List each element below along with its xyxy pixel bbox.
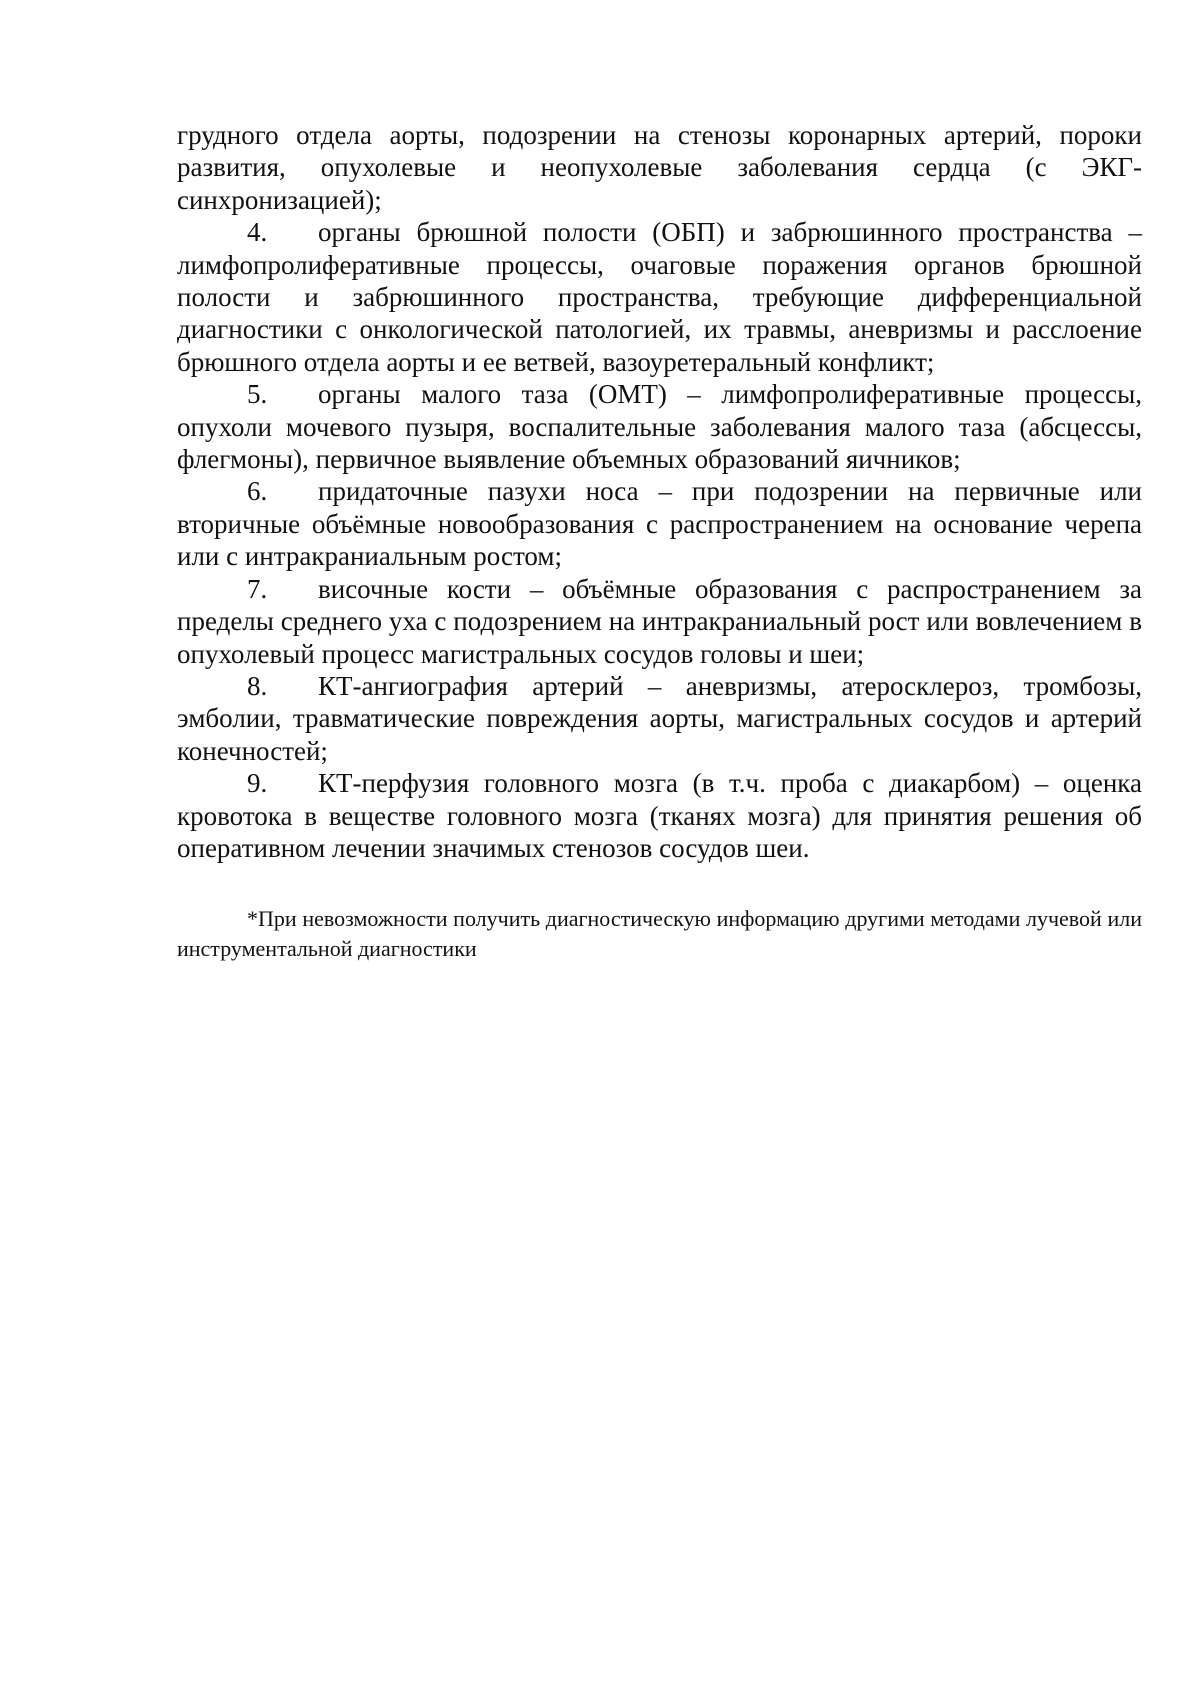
list-item-text: КТ-ангиография артерий – аневризмы, атеросклероз, тромбозы, эмболии, травматические повреждения аорты, магистральных сосудов и артерий конечностей; [177, 670, 1142, 766]
list-item-number: 6. [247, 476, 268, 507]
list-item-number: 5. [247, 379, 268, 410]
list-item-number: 4. [247, 217, 268, 248]
list-item-5 [177, 378, 1142, 475]
list-item-9 [177, 767, 1142, 864]
list-item-text: органы малого таза (ОМТ) – лимфопролиферативные процессы, опухоли мочевого пузыря, воспалительные заболевания малого таза (абсцессы, флегмоны), первичное выявление объемных образований яичников; [177, 379, 1142, 475]
intro-paragraph: грудного отдела аорты, подозрении на стенозы коронарных артерий, пороки развития, опухолевые и неопухолевые заболевания сердца (с ЭКГ-синхронизацией); [177, 120, 1142, 215]
list-item-number: 8. [247, 670, 268, 701]
footnote: *При невозможности получить диагностическую информацию другими методами лучевой или инструментальной диагностики [177, 906, 1142, 962]
list-item-text: придаточные пазухи носа – при подозрении на первичные или вторичные объёмные новообразования с распространением на основание черепа или с интракраниальным ростом; [177, 476, 1142, 572]
list-item-number: 9. [247, 768, 268, 799]
list-item-4 [177, 216, 1142, 378]
list-item-8 [177, 670, 1142, 767]
list-item-text: органы брюшной полости (ОБП) и забрюшинного пространства – лимфопролиферативные процессы, очаговые поражения органов брюшной полости и забрюшинного пространства, требующие дифференциальной диагностики с онкологической патологией, их травмы, аневризмы и расслоение брюшного отдела аорты и ее ветвей, вазоуретеральный конфликт; [177, 217, 1142, 377]
list-item-number: 7. [247, 573, 268, 604]
list-item-7 [177, 573, 1142, 670]
list-item-text: КТ-перфузия головного мозга (в т.ч. проба с диакарбом) – оценка кровотока в веществе головного мозга (тканях мозга) для принятия решения об оперативном лечении значимых стенозов сосудов шеи. [177, 768, 1142, 863]
document-body [177, 119, 1142, 964]
list-item-text: височные кости – объёмные образования с распространением за пределы среднего уха с подозрением на интракраниальный рост или вовлечением в опухолевый процесс магистральных сосудов головы и шеи; [177, 573, 1142, 669]
list-item-6 [177, 475, 1142, 572]
